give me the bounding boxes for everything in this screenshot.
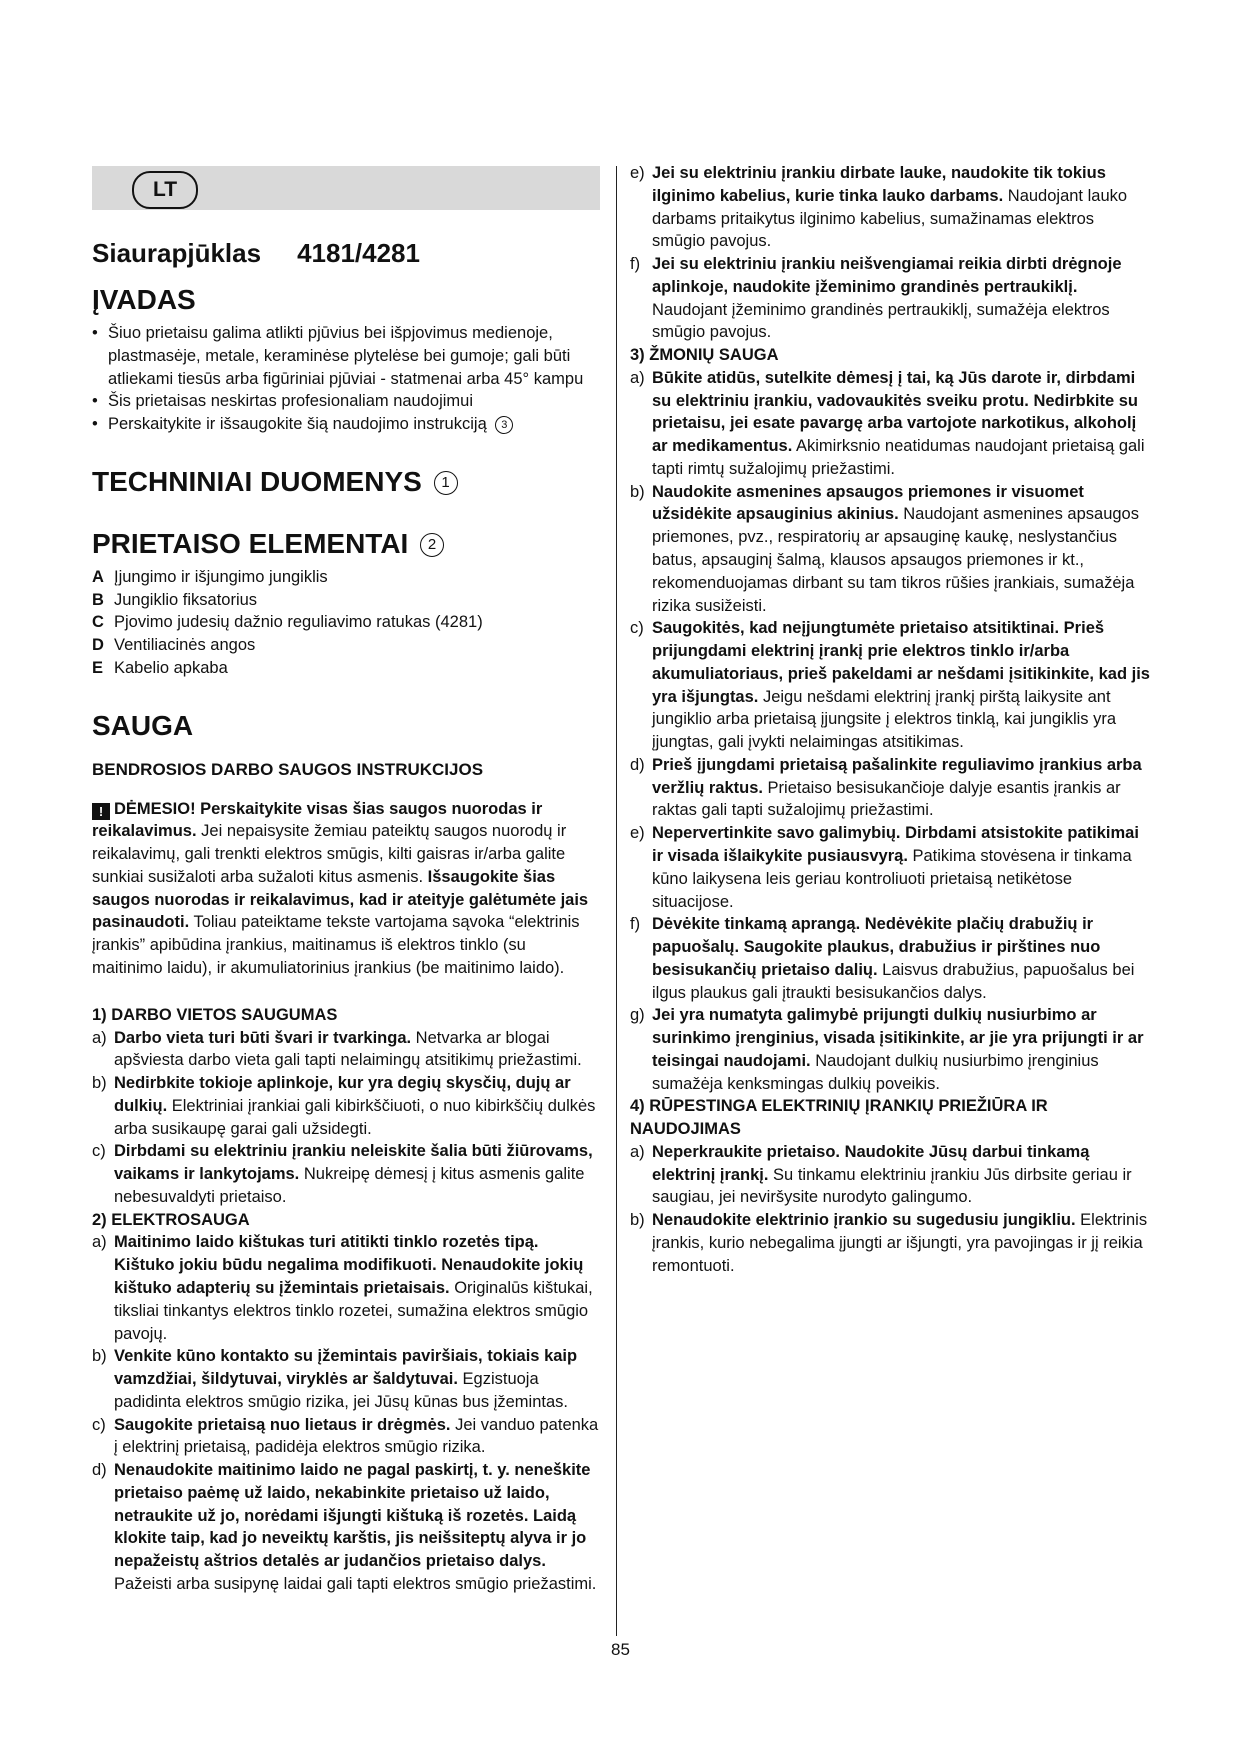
element-text: Pjovimo judesių dažnio reguliavimo ratukas (4281) xyxy=(114,613,483,632)
element-row xyxy=(92,657,600,680)
item-label: b) xyxy=(92,1347,107,1366)
item-bold-text: Darbo vieta turi būti švari ir tvarkinga. xyxy=(114,1028,412,1047)
warning-bold: DĖMESIO! Perskaitykite visas šias saugos nuorodas ir reikalavimus. xyxy=(92,799,543,841)
item-bold-text: Dėvėkite tinkamą aprangą. Nedėvėkite plačių drabužių ir papuošalų. Saugokite plaukus, drabužius ir pirštines nuo besisukančių prietaiso dalių. xyxy=(652,915,1101,979)
item-label: g) xyxy=(630,1006,645,1025)
item-bold-text: Venkite kūno kontakto su įžemintais paviršiais, tokiais kaip vamzdžiai, šildytuvai, viryklės ar šaldytuvai. xyxy=(114,1347,578,1389)
safety-item xyxy=(92,1459,600,1596)
item-bold-text: Nepervertinkite savo galimybių. Dirbdami atsistokite patikimai ir visada išlaikykite pusiausvyrą. xyxy=(652,824,1139,865)
element-row xyxy=(92,566,600,589)
element-text: Jungiklio fiksatorius xyxy=(114,590,258,609)
item-text: Naudojant įžeminimo grandinės pertraukiklį, sumažėja elektros smūgio pavojus. xyxy=(652,300,1110,342)
item-text: Laisvus drabužius, papuošalus bei ilgus plaukus gali įtraukti besisukančios dalys. xyxy=(652,960,1135,1002)
item-text: Naudojant dulkių nusiurbimo įrenginius sumažėja kenksmingas dulkių poveikis. xyxy=(652,1051,1099,1093)
item-text: Naudojant asmenines apsaugos priemones, pvz., respiratorių ar apsauginę kaukę, neslystančius batus, apsauginį šalmą, klausos apsaugos priemones ir kt., rekomenduojamas dirbant su tam tikros rūšies įrankiais, sumažėja rizika susižeisti. xyxy=(652,505,1139,615)
item-text: Elektrinis įrankis, kurio nebegalima įjungti ar išjungti, yra pavojingas ir jį reikia remontuoti. xyxy=(652,1211,1148,1275)
element-key: C xyxy=(92,613,104,632)
figure-ref-icon: 1 xyxy=(434,471,458,495)
safety-item xyxy=(630,617,1150,754)
elements-heading-text: PRIETAISO ELEMENTAI xyxy=(92,527,409,559)
safety-item xyxy=(92,1027,600,1073)
intro-bullet: • Šiuo prietaisu galima atlikti pjūvius bei išpjovimus medienoje, plastmasėje, metale, keraminėse plytelėse bei gumoje; gali būti atliekami tiesūs arba figūriniai pjūviai - statmenai arba 45° kampu xyxy=(92,322,600,390)
item-bold-text: Nenaudokite elektrinio įrankio su sugedusiu jungikliu. xyxy=(652,1211,1076,1230)
safety-item xyxy=(630,367,1150,481)
safety-item xyxy=(92,1140,600,1208)
item-label: d) xyxy=(92,1461,107,1480)
warning-paragraph xyxy=(92,798,600,980)
product-title xyxy=(92,236,600,270)
item-label: b) xyxy=(630,482,645,501)
language-bar xyxy=(92,166,600,210)
item-text: Nukreipę dėmesį į kitus asmenis galite nebesuvaldyti prietaiso. xyxy=(114,1165,585,1206)
safety-item xyxy=(92,1072,600,1140)
tech-heading xyxy=(92,466,600,498)
element-row xyxy=(92,611,600,634)
personal-safety-list xyxy=(630,367,1150,1096)
element-text: Kabelio apkaba xyxy=(114,658,228,677)
safety-item xyxy=(92,1414,600,1460)
item-bold-text: Prieš įjungdami prietaisą pašalinkite reguliavimo įrankius arba veržlių raktus. xyxy=(652,755,1142,797)
item-bold-text: Saugokite prietaisą nuo lietaus ir drėgmės. xyxy=(114,1415,451,1434)
safety-item xyxy=(630,253,1150,344)
item-label: c) xyxy=(92,1142,106,1161)
item-label: a) xyxy=(92,1233,107,1252)
item-bold-text: Dirbdami su elektriniu įrankiu neleiskite šalia būti žiūrovams, vaikams ir lankytojams. xyxy=(114,1142,593,1184)
element-key: E xyxy=(92,658,104,677)
item-bold-text: Jei su elektriniu įrankiu neišvengiamai reikia dirbti drėgnoje aplinkoje, naudokite įžeminimo grandinės pertraukiklį. xyxy=(652,255,1122,296)
elements-list xyxy=(92,566,600,680)
item-label: c) xyxy=(92,1415,106,1434)
elements-heading xyxy=(92,528,600,560)
item-text: Akimirksnio neatidumas naudojant prietaisą gali tapti rimtų sužalojimų priežastimi. xyxy=(652,437,1145,478)
tech-heading-text: TECHNINIAI DUOMENYS xyxy=(92,465,422,497)
element-key: D xyxy=(92,636,104,655)
model-number: 4181/4281 xyxy=(297,238,420,268)
item-text: Netvarka ar blogai apšviesta darbo vieta gali tapti nelaimingų atsitikimų priežastimi. xyxy=(114,1028,582,1070)
warning-icon: ! xyxy=(92,803,110,820)
item-bold-text: Jei yra numatyta galimybė prijungti dulkių nusiurbimo ar surinkimo įrenginius, visada įsitikinkite, ar jie yra prijungti ir ar teisingai naudojami. xyxy=(652,1006,1144,1070)
work-area-heading: 1) DARBO VIETOS SAUGUMAS xyxy=(92,1005,338,1024)
item-label: d) xyxy=(630,755,645,774)
intro-bullet: • Šis prietaisas neskirtas profesionaliam naudojimui xyxy=(92,390,600,413)
item-text: Pažeisti arba susipynę laidai gali tapti elektros smūgio priežastimi. xyxy=(114,1574,597,1593)
work-area-list xyxy=(92,1027,600,1209)
electrical-list xyxy=(92,1231,600,1595)
figure-ref-icon: 2 xyxy=(420,533,444,557)
element-row xyxy=(92,589,600,612)
item-label: a) xyxy=(92,1028,107,1047)
safety-item xyxy=(630,1209,1150,1277)
right-column xyxy=(630,162,1150,1278)
safety-item xyxy=(630,481,1150,618)
item-bold-text: Neperkraukite prietaiso. Naudokite Jūsų darbui tinkamą elektrinį įrankį. xyxy=(652,1142,1090,1184)
warning-bold: Išsaugokite šias saugos nuorodas ir reikalavimus, kad ir ateityje galėtumėte jais pasinaudoti. xyxy=(92,867,589,932)
item-text: Prietaiso besisukančioje dalyje esantis įrankis ar raktas gali tapti sužalojimų priežastimi. xyxy=(652,778,1121,820)
page-number: 85 xyxy=(611,1640,630,1659)
electrical-heading: 2) ELEKTROSAUGA xyxy=(92,1210,250,1229)
language-badge: LT xyxy=(132,171,198,209)
intro-heading: ĮVADAS xyxy=(92,284,196,315)
item-bold-text: Nenaudokite maitinimo laido ne pagal paskirtį, t. y. neneškite prietaiso paėmę už laido, nekabinkite prietaiso už laido, netraukite už jo, norėdami išjungti kištuką iš rozetės. Laidą klokite taip, kad jo neveiktų karštis, jis neišsiteptų alyva ir jo nepažeistų aštrios detalės ar judančios prietaiso dalys. xyxy=(114,1461,591,1571)
column-divider xyxy=(616,166,617,1636)
safety-item xyxy=(630,1004,1150,1095)
safety-item xyxy=(92,1345,600,1413)
item-text: Egzistuoja padidinta elektros smūgio rizika, jei Jūsų kūnas bus įžemintas. xyxy=(114,1370,568,1411)
item-text: Jei vanduo patenka į elektrinį prietaisą, padidėja elektros smūgio rizika. xyxy=(114,1415,599,1457)
safety-item xyxy=(630,913,1150,1004)
safety-item xyxy=(630,754,1150,822)
electrical-list-continued xyxy=(630,162,1150,344)
general-safety-heading: BENDROSIOS DARBO SAUGOS INSTRUKCIJOS xyxy=(92,759,484,779)
item-bold-text: Naudokite asmenines apsaugos priemones ir visuomet užsidėkite apsauginius akinius. xyxy=(652,482,1084,524)
item-bold-text: Būkite atidūs, sutelkite dėmesį į tai, ką Jūs darote ir, dirbdami su elektriniu įrankiu, vadovaukitės sveiku protu. Nedirbkite su prietaisu, jei esate pavargę arba vartojote narkotikus, alkoholį ar medikamentus. xyxy=(652,368,1138,456)
item-bold-text: Saugokitės, kad neįjungtumėte prietaiso atsitiktinai. Prieš prijungdami elektrinį įrankį prie elektros tinklo ir/arba akumuliatoriaus, prieš pakeldami ar nešdami įsitikinkite, kad jis yra išjungtas. xyxy=(652,619,1150,706)
item-label: a) xyxy=(630,368,645,387)
safety-heading: SAUGA xyxy=(92,709,194,741)
safety-item xyxy=(92,1231,600,1345)
item-text: Naudojant lauko darbams pritaikytus ilginimo kabelius, sumažinamas elektros smūgio pavojus. xyxy=(652,186,1128,251)
item-bold-text: Maitinimo laido kištukas turi atitikti tinklo rozetės tipą. Kištuko jokiu būdu negalima modifikuoti. Nenaudokite jokių kištuko adapterių su įžemintais prietaisais. xyxy=(114,1233,584,1297)
item-text: Su tinkamu elektriniu įrankiu Jūs dirbsite geriau ir saugiau, jei neviršysite nurodyto galingumo. xyxy=(652,1165,1132,1207)
product-name: Siaurapjūklas xyxy=(92,238,262,268)
care-list xyxy=(630,1141,1150,1278)
item-label: e) xyxy=(630,164,645,182)
item-text: Jeigu nešdami elektrinį įrankį pirštą laikysite ant jungiklio arba prietaisą įjungsite į elektros tinklą, kai jungiklis yra įjungtas, gali įvykti nelaimingas atsitikimas. xyxy=(652,687,1117,752)
intro-bullet xyxy=(92,413,600,436)
item-label: f) xyxy=(630,255,641,274)
item-label: a) xyxy=(630,1142,645,1161)
element-text: Ventiliacinės angos xyxy=(114,636,256,655)
element-key: B xyxy=(92,590,104,609)
safety-item xyxy=(630,822,1150,913)
item-text: Elektriniai įrankiai gali kibirkščiuoti, o nuo kibirkščių dulkės arba susikaupę garai gali užsidegti. xyxy=(114,1096,596,1138)
item-label: b) xyxy=(92,1074,107,1093)
intro-bullet-text: Perskaitykite ir išsaugokite šią naudojimo instrukciją xyxy=(108,415,487,434)
warning-text: Toliau pateiktame tekste vartojama sąvoka “elektrinis įrankis” apibūdina įrankius, maitinamus iš elektros tinklo (su maitinimo laidu), ir akumuliatorinius įrankius (be maitinimo laido). xyxy=(92,913,580,978)
item-text: Patikima stovėsena ir tinkama kūno laikysena leis geriau kontroliuoti prietaisą netikėtose situacijose. xyxy=(652,846,1132,911)
element-row xyxy=(92,634,600,657)
safety-item xyxy=(630,1141,1150,1209)
warning-text: Jei nepaisysite žemiau pateiktų saugos nuorodų ir reikalavimų, gali trenkti elektros smūgis, kilti gaisras ir/arba galite sunkiai susižaloti arba sužaloti kitus asmenis. xyxy=(92,822,567,886)
safety-item xyxy=(630,162,1150,253)
element-text: Įjungimo ir išjungimo jungiklis xyxy=(114,567,328,586)
care-heading: 4) RŪPESTINGA ELEKTRINIŲ ĮRANKIŲ PRIEŽIŪRA IR NAUDOJIMAS xyxy=(630,1097,1048,1139)
item-bold-text: Jei su elektriniu įrankiu dirbate lauke, naudokite tik tokius ilginimo kabelius, kurie tinka lauko darbams. xyxy=(652,164,1106,205)
item-label: b) xyxy=(630,1211,645,1230)
personal-safety-heading: 3) ŽMONIŲ SAUGA xyxy=(630,346,779,365)
figure-ref-icon: 3 xyxy=(495,416,513,434)
item-bold-text: Nedirbkite tokioje aplinkoje, kur yra degių skysčių, dujų ar dulkių. xyxy=(114,1074,571,1115)
item-label: e) xyxy=(630,824,645,843)
item-text: Originalūs kištukai, tiksliai tinkantys elektros tinklo rozetei, sumažina elektros smūgio pavojų. xyxy=(114,1278,593,1343)
item-label: f) xyxy=(630,915,641,934)
left-column xyxy=(92,166,600,1596)
intro-list xyxy=(92,322,600,436)
element-key: A xyxy=(92,567,104,586)
item-label: c) xyxy=(630,619,644,638)
